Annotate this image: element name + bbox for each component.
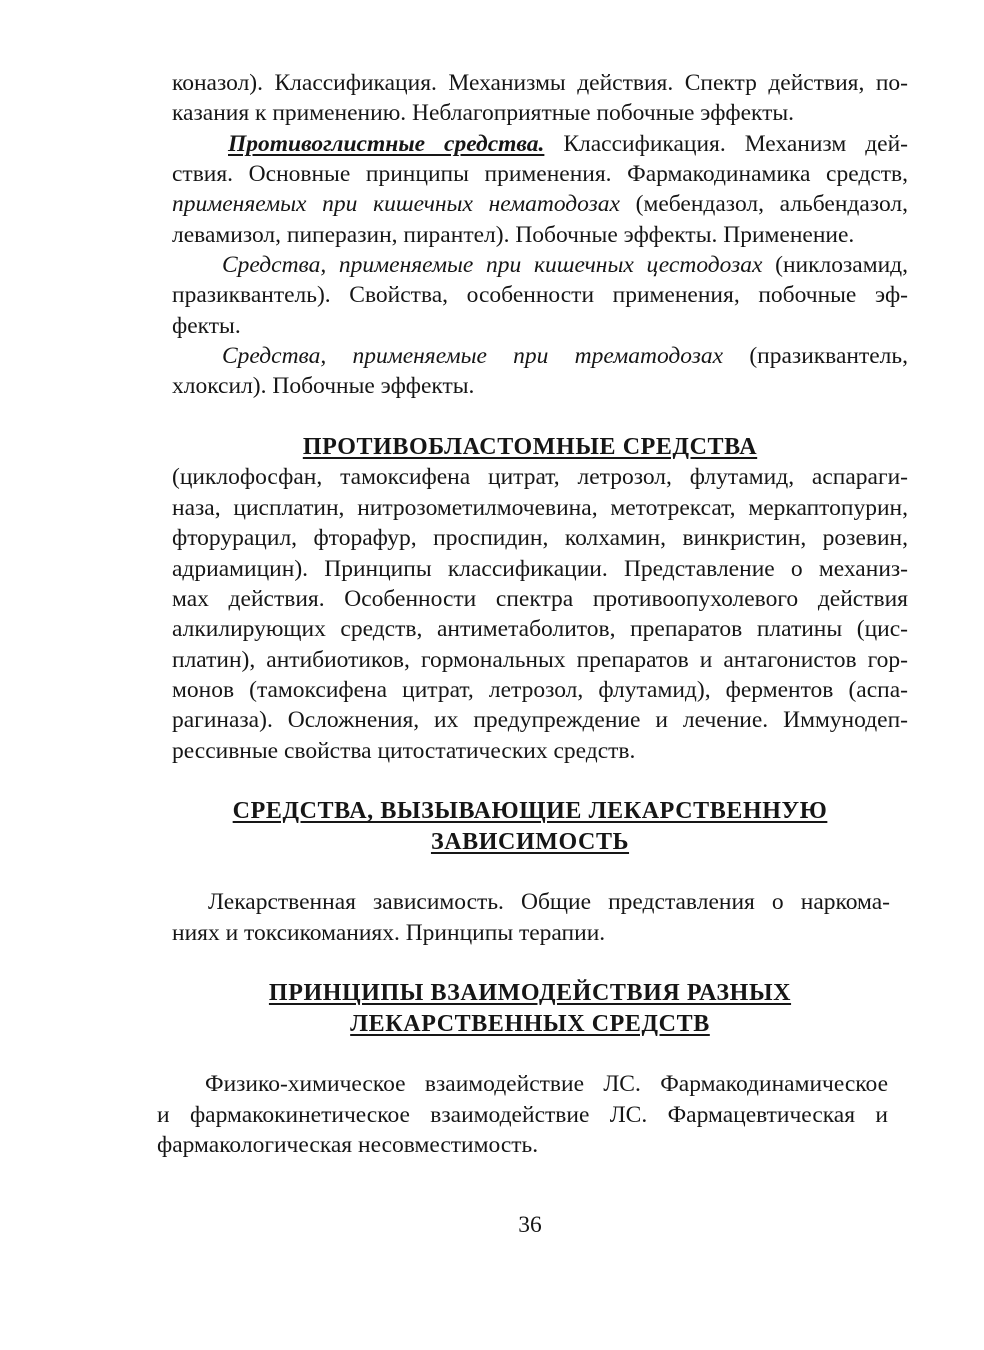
text-line: коназол). Классификация. Механизмы действия. Спектр действия, по- [172,70,908,96]
anthelmintic-title: Противоглистные средства. [228,130,545,157]
text-line: монов (тамоксифена цитрат, летрозол, флутамид), ферментов (аспа- [172,676,908,703]
text-line: рессивные свойства цитостатических средств. [172,737,636,764]
text-line: празиквантель). Свойства, особенности применения, побочные эф- [172,282,908,309]
dependence-paragraph [172,887,890,948]
heading-text: СРЕДСТВА, ВЫЗЫВАЮЩИЕ ЛЕКАРСТВЕННУЮ [232,798,828,825]
heading-text: ЛЕКАРСТВЕННЫХ СРЕДСТВ [350,1010,710,1037]
text-line: платин), антибиотиков, гормональных препаратов и антагонистов гор- [172,646,908,673]
text-line: фекты. [172,312,241,339]
text-line [172,250,908,280]
text-span: (празиквантель, [723,343,908,370]
section-heading-dependence [172,796,888,826]
text-line: хлоксил). Побочные эффекты. [172,373,475,400]
antiblastoma-paragraph [172,462,908,765]
text-line [172,129,908,159]
text-line: ниях и токсикоманиях. Принципы терапии. [172,919,606,946]
heading-text: ПРОТИВОБЛАСТОМНЫЕ СРЕДСТВА [302,434,758,461]
text-line: Лекарственная зависимость. Общие представления о наркома- [208,889,890,916]
text-line: Физико-химическое взаимодействие ЛС. Фармакодинамическое [205,1071,888,1098]
text-line [172,341,908,371]
text-line: алкилирующих средств, антиметаболитов, препаратов платины (цис- [172,616,908,643]
text-line: (циклофосфан, тамоксифена цитрат, летрозол, флутамид, аспараги- [172,464,908,491]
intro-paragraph [172,68,908,129]
page-number: 36 [518,1212,542,1239]
text-line: фармакологическая несовместимость. [157,1132,539,1159]
section-heading-interaction [172,978,888,1008]
section-heading-antiblastoma [172,432,888,462]
cestodoses-paragraph [172,250,908,341]
text-line: казания к применению. Неблагоприятные побочные эффекты. [172,100,795,127]
text-line: левамизол, пиперазин, пирантел). Побочные эффекты. Применение. [172,221,855,248]
text-line: адриамицин). Принципы классификации. Представление о механиз- [172,555,908,582]
text-span: Классификация. Механизм дей- [544,130,908,157]
text-line: рагиназа). Осложнения, их предупреждение и лечение. Иммунодеп- [172,707,908,734]
interaction-paragraph [157,1069,888,1160]
text-line: мах действия. Особенности спектра противоопухолевого действия [172,585,908,612]
text-line [172,189,908,219]
italic-term: применяемых при кишечных нематодозах [172,191,620,218]
section-heading-interaction-line2 [172,1009,888,1039]
document-page [157,68,908,1240]
section-heading-dependence-line2 [172,827,888,857]
trematodoses-paragraph [172,341,908,402]
heading-text: ПРИНЦИПЫ ВЗАИМОДЕЙСТВИЯ РАЗНЫХ [268,980,792,1007]
heading-text: ЗАВИСИМОСТЬ [430,828,630,855]
italic-term: Средства, применяемые при трематодозах [222,343,724,370]
italic-term: Средства, применяемые при кишечных цестодозах [222,252,763,279]
text-line: фторурацил, фторафур, проспидин, колхамин, винкристин, розевин, [172,525,908,552]
text-line: и фармакокинетическое взаимодействие ЛС. Фармацевтическая и [157,1101,888,1128]
text-span: (мебендазол, альбендазол, [619,191,908,218]
text-span: (никлозамид, [762,252,908,279]
text-line: наза, цисплатин, нитрозометилмочевина, метотрексат, меркаптопурин, [172,494,908,521]
anthelmintic-paragraph [172,129,908,250]
text-line: ствия. Основные принципы применения. Фармакодинамика средств, [172,161,908,188]
